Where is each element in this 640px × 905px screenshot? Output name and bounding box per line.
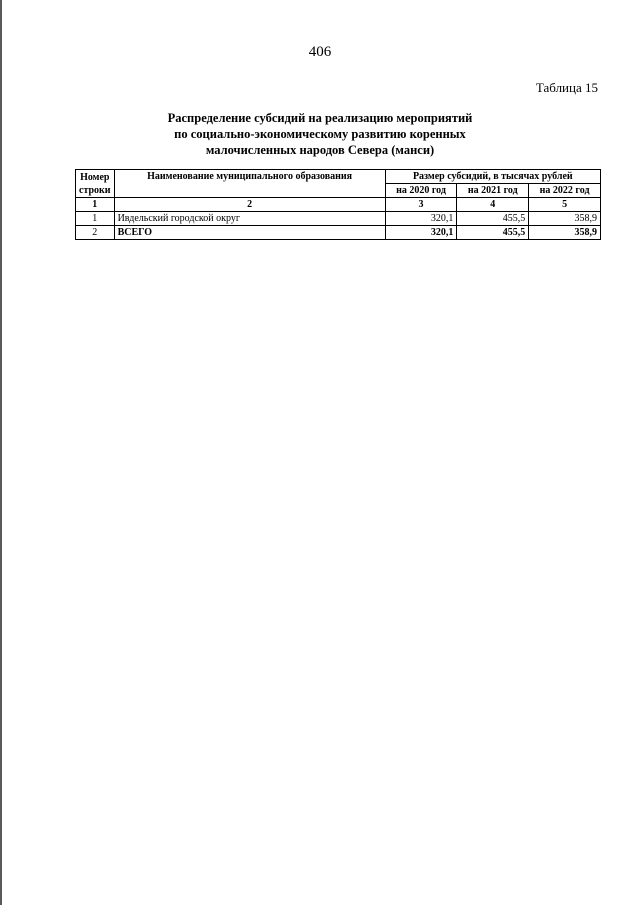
subsidies-table: [75, 169, 601, 240]
column-number-row: [76, 198, 601, 212]
value-2020: 320,1: [385, 212, 457, 226]
header-subsidy-size: Размер субсидий, в тысячах рублей: [385, 170, 600, 184]
row-number: 1: [76, 212, 115, 226]
column-number: 5: [529, 198, 601, 212]
title-line-3: малочисленных народов Севера (манси): [205, 143, 435, 157]
column-number: 1: [76, 198, 115, 212]
header-year-2021: на 2021 год: [457, 184, 529, 198]
title-line-2: по социально-экономическому развитию коренных: [174, 127, 466, 141]
row-number: 2: [76, 226, 115, 240]
column-number: 2: [114, 198, 385, 212]
header-year-2022: на 2022 год: [529, 184, 601, 198]
table-label: Таблица 15: [535, 80, 598, 95]
header-row-number: Номер строки: [76, 170, 115, 198]
header-row-1: [76, 170, 601, 184]
total-2020: 320,1: [385, 226, 457, 240]
table-row: [76, 212, 601, 226]
municipality-name: Ивдельский городской округ: [114, 212, 385, 226]
total-row: [76, 226, 601, 240]
header-municipality: Наименование муниципального образования: [114, 170, 385, 198]
total-label: ВСЕГО: [114, 226, 385, 240]
value-2022: 358,9: [529, 212, 601, 226]
column-number: 4: [457, 198, 529, 212]
page-edge: [0, 0, 2, 905]
total-2022: 358,9: [529, 226, 601, 240]
total-2021: 455,5: [457, 226, 529, 240]
document-title: [120, 110, 520, 158]
column-number: 3: [385, 198, 457, 212]
title-line-1: Распределение субсидий на реализацию мероприятий: [167, 111, 473, 125]
value-2021: 455,5: [457, 212, 529, 226]
page-number: 406: [308, 44, 332, 60]
header-year-2020: на 2020 год: [385, 184, 457, 198]
